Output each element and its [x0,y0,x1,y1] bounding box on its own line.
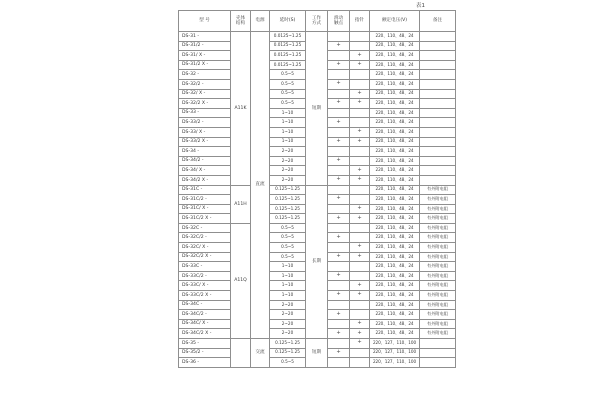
remark-cell [420,99,456,109]
case-structure-cell: A11H [231,185,251,223]
pointer-cell [350,233,370,243]
remark-cell: 有外附电阻 [420,195,456,205]
delay-cell: 2~20 [270,310,306,320]
model-cell: DS-32C - [179,223,231,233]
pointer-cell [350,147,370,157]
delay-cell: 0.125~1.25 [270,339,306,349]
sliding-contact-cell: + [328,195,350,205]
remark-cell [420,339,456,349]
pointer-cell [350,223,370,233]
delay-cell: 0.0125~1.25 [270,41,306,51]
model-cell: DS-31/ X - [179,51,231,61]
sliding-contact-cell [328,147,350,157]
model-cell: DS-35/2 - [179,348,231,358]
remark-cell: 有外附电阻 [420,214,456,224]
model-cell: DS-33/ X - [179,127,231,137]
sliding-contact-cell: + [328,310,350,320]
sliding-contact-cell: + [328,329,350,339]
voltage-cell: 220、110、48、24 [370,32,420,42]
delay-cell: 0.0125~1.25 [270,60,306,70]
sliding-contact-cell: + [328,156,350,166]
remark-cell [420,89,456,99]
power-source-cell: 交流 [251,339,270,368]
sliding-contact-cell: + [328,348,350,358]
delay-cell: 0.0125~1.25 [270,32,306,42]
header-voltage: 额定电压(V) [370,11,420,32]
remark-cell [420,127,456,137]
pointer-cell: + [350,319,370,329]
sliding-contact-cell [328,319,350,329]
model-cell: DS-31 - [179,32,231,42]
sliding-contact-cell [328,300,350,310]
voltage-cell: 220、110、48、24 [370,127,420,137]
sliding-contact-cell [328,166,350,176]
voltage-cell: 220、110、48、24 [370,195,420,205]
pointer-cell: + [350,89,370,99]
voltage-cell: 220、110、48、24 [370,156,420,166]
delay-cell: 0.5~5 [270,89,306,99]
delay-cell: 1~10 [270,271,306,281]
voltage-cell: 220、110、48、24 [370,99,420,109]
model-cell: DS-31/2 X - [179,60,231,70]
remark-cell: 有外附电阻 [420,243,456,253]
delay-cell: 0.5~5 [270,79,306,89]
remark-cell: 有外附电阻 [420,300,456,310]
header-delay: 延时(S) [270,11,306,32]
pointer-cell: + [350,60,370,70]
delay-cell: 0.125~1.25 [270,214,306,224]
pointer-cell: + [350,214,370,224]
voltage-cell: 220、110、48、24 [370,60,420,70]
remark-cell: 有外附电阻 [420,291,456,301]
voltage-cell: 220、110、48、24 [370,262,420,272]
pointer-cell: + [350,329,370,339]
relay-spec-table [178,10,456,368]
delay-cell: 0.5~5 [270,252,306,262]
voltage-cell: 220、110、48、24 [370,281,420,291]
table-number-label: 表1 [416,3,425,9]
voltage-cell: 220、110、48、24 [370,252,420,262]
sliding-contact-cell: + [328,79,350,89]
remark-cell: 有外附电阻 [420,329,456,339]
header-sliding-contact [328,11,350,32]
remark-cell: 有外附电阻 [420,271,456,281]
delay-cell: 0.125~1.25 [270,204,306,214]
voltage-cell: 220、110、48、24 [370,223,420,233]
remark-cell [420,60,456,70]
delay-cell: 0.5~5 [270,99,306,109]
duty-mode-cell: 长期 [306,185,328,339]
model-cell: DS-31C - [179,185,231,195]
voltage-cell: 220、110、48、24 [370,118,420,128]
delay-cell: 1~10 [270,108,306,118]
header-power: 电源 [251,11,270,32]
pointer-cell [350,348,370,358]
pointer-cell: + [350,51,370,61]
header-sliding-contact-line2: 触点 [333,21,344,26]
sliding-contact-cell [328,281,350,291]
model-cell: DS-33C - [179,262,231,272]
delay-cell: 1~10 [270,118,306,128]
model-cell: DS-32/2 X - [179,99,231,109]
model-cell: DS-34/2 - [179,156,231,166]
pointer-cell: + [350,291,370,301]
remark-cell: 有外附电阻 [420,204,456,214]
table-row [179,32,456,42]
sliding-contact-cell [328,127,350,137]
model-cell: DS-34C/ X - [179,319,231,329]
remark-cell: 有外附电阻 [420,233,456,243]
model-cell: DS-33C/ X - [179,281,231,291]
voltage-cell: 220、110、48、24 [370,310,420,320]
voltage-cell: 220、110、48、24 [370,319,420,329]
sliding-contact-cell: + [328,233,350,243]
remark-cell [420,166,456,176]
voltage-cell: 220、110、48、24 [370,175,420,185]
delay-cell: 1~10 [270,137,306,147]
voltage-cell: 220、110、48、24 [370,329,420,339]
delay-cell: 0.5~5 [270,223,306,233]
voltage-cell: 220、127、110、100 [370,339,420,349]
sliding-contact-cell [328,32,350,42]
remark-cell [420,41,456,51]
remark-cell [420,118,456,128]
model-cell: DS-31C/ X - [179,204,231,214]
sliding-contact-cell: + [328,175,350,185]
pointer-cell [350,185,370,195]
pointer-cell: + [350,127,370,137]
remark-cell: 有外附电阻 [420,252,456,262]
voltage-cell: 220、110、48、24 [370,89,420,99]
model-cell: DS-34C - [179,300,231,310]
model-cell: DS-32C/2 X - [179,252,231,262]
delay-cell: 1~10 [270,281,306,291]
voltage-cell: 220、110、48、24 [370,147,420,157]
remark-cell [420,137,456,147]
voltage-cell: 220、110、48、24 [370,271,420,281]
sliding-contact-cell [328,243,350,253]
sliding-contact-cell [328,204,350,214]
pointer-cell: + [350,339,370,349]
header-case-line2: 结构 [235,21,246,26]
remark-cell: 有外附电阻 [420,223,456,233]
model-cell: DS-32C/2 - [179,233,231,243]
sliding-contact-cell: + [328,291,350,301]
remark-cell: 有外附电阻 [420,310,456,320]
pointer-cell: + [350,166,370,176]
remark-cell [420,108,456,118]
model-cell: DS-33/2 - [179,118,231,128]
voltage-cell: 220、110、48、24 [370,79,420,89]
model-cell: DS-34/ X - [179,166,231,176]
pointer-cell [350,300,370,310]
delay-cell: 2~20 [270,175,306,185]
remark-cell [420,175,456,185]
pointer-cell [350,156,370,166]
delay-cell: 0.125~1.25 [270,195,306,205]
remark-cell: 有外附电阻 [420,262,456,272]
model-cell: DS-32/2 - [179,79,231,89]
pointer-cell [350,79,370,89]
pointer-cell [350,310,370,320]
model-cell: DS-32C/ X - [179,243,231,253]
model-cell: DS-34 - [179,147,231,157]
sliding-contact-cell: + [328,118,350,128]
power-source-cell: 直流 [251,32,270,339]
header-remark: 备注 [420,11,456,32]
model-cell: DS-31C/2 - [179,195,231,205]
sliding-contact-cell: + [328,252,350,262]
pointer-cell: + [350,281,370,291]
pointer-cell [350,358,370,368]
model-cell: DS-32/ X - [179,89,231,99]
delay-cell: 0.5~5 [270,243,306,253]
sliding-contact-cell [328,89,350,99]
sliding-contact-cell: + [328,271,350,281]
table-row [179,185,456,195]
header-pointer: 指针 [350,11,370,32]
sliding-contact-cell [328,185,350,195]
remark-cell [420,156,456,166]
delay-cell: 2~20 [270,319,306,329]
pointer-cell [350,32,370,42]
voltage-cell: 220、110、48、24 [370,185,420,195]
voltage-cell: 220、110、48、24 [370,70,420,80]
voltage-cell: 220、110、48、24 [370,166,420,176]
remark-cell [420,147,456,157]
model-cell: DS-33C/2 X - [179,291,231,301]
pointer-cell: + [350,204,370,214]
header-row [179,11,456,32]
pointer-cell [350,41,370,51]
pointer-cell [350,271,370,281]
table-header [179,11,456,32]
remark-cell: 有外附电阻 [420,185,456,195]
voltage-cell: 220、127、110、100 [370,358,420,368]
sliding-contact-cell: + [328,99,350,109]
remark-cell [420,32,456,42]
voltage-cell: 220、110、48、24 [370,243,420,253]
pointer-cell [350,262,370,272]
model-cell: DS-36 - [179,358,231,368]
remark-cell [420,51,456,61]
table-body [179,32,456,368]
pointer-cell [350,195,370,205]
voltage-cell: 220、110、48、24 [370,108,420,118]
voltage-cell: 220、110、48、24 [370,300,420,310]
delay-cell: 0.5~5 [270,358,306,368]
header-model: 型 号 [179,11,231,32]
delay-cell: 1~10 [270,262,306,272]
sliding-contact-cell: + [328,137,350,147]
model-cell: DS-31C/2 X - [179,214,231,224]
delay-cell: 0.0125~1.25 [270,51,306,61]
pointer-cell [350,108,370,118]
header-case-line1: 壳体 [235,15,246,21]
delay-cell: 2~20 [270,300,306,310]
case-structure-cell: A11Q [231,223,251,338]
header-duty-line1: 工作 [311,15,322,21]
remark-cell [420,348,456,358]
remark-cell [420,70,456,80]
voltage-cell: 220、110、48、24 [370,204,420,214]
sliding-contact-cell: + [328,41,350,51]
voltage-cell: 220、110、48、24 [370,214,420,224]
model-cell: DS-32 - [179,70,231,80]
model-cell: DS-33C/2 - [179,271,231,281]
voltage-cell: 220、110、48、24 [370,41,420,51]
duty-mode-cell: 短期 [306,32,328,186]
voltage-cell: 220、127、110、100 [370,348,420,358]
table-row [179,339,456,349]
delay-cell: 0.5~5 [270,233,306,243]
pointer-cell: + [350,252,370,262]
header-duty-line2: 方式 [311,21,322,26]
sliding-contact-cell [328,70,350,80]
pointer-cell [350,118,370,128]
remark-cell [420,79,456,89]
sliding-contact-cell [328,108,350,118]
sliding-contact-cell [328,223,350,233]
voltage-cell: 220、110、48、24 [370,291,420,301]
sliding-contact-cell [328,262,350,272]
pointer-cell [350,70,370,80]
sliding-contact-cell [328,339,350,349]
delay-cell: 2~20 [270,329,306,339]
delay-cell: 0.5~5 [270,70,306,80]
remark-cell [420,358,456,368]
voltage-cell: 220、110、48、24 [370,233,420,243]
duty-mode-cell: 短期 [306,339,328,368]
remark-cell: 有外附电阻 [420,319,456,329]
header-duty [306,11,328,32]
delay-cell: 2~20 [270,156,306,166]
delay-cell: 0.125~1.25 [270,348,306,358]
sliding-contact-cell: + [328,60,350,70]
header-sliding-contact-line1: 滑动 [333,15,344,21]
delay-cell: 1~10 [270,291,306,301]
pointer-cell: + [350,137,370,147]
remark-cell: 有外附电阻 [420,281,456,291]
delay-cell: 1~10 [270,127,306,137]
pointer-cell: + [350,175,370,185]
sliding-contact-cell [328,358,350,368]
relay-spec-table-sheet [178,10,456,368]
model-cell: DS-33/2 X - [179,137,231,147]
sliding-contact-cell: + [328,214,350,224]
model-cell: DS-35 - [179,339,231,349]
case-structure-cell [231,339,251,368]
model-cell: DS-34/2 X - [179,175,231,185]
case-structure-cell: A11K [231,32,251,186]
model-cell: DS-31/2 - [179,41,231,51]
header-case [231,11,251,32]
model-cell: DS-33 - [179,108,231,118]
voltage-cell: 220、110、48、24 [370,137,420,147]
sliding-contact-cell [328,51,350,61]
delay-cell: 0.125~1.25 [270,185,306,195]
delay-cell: 2~20 [270,147,306,157]
model-cell: DS-34C/2 X - [179,329,231,339]
pointer-cell: + [350,243,370,253]
model-cell: DS-34C/2 - [179,310,231,320]
pointer-cell: + [350,99,370,109]
voltage-cell: 220、110、48、24 [370,51,420,61]
delay-cell: 2~20 [270,166,306,176]
